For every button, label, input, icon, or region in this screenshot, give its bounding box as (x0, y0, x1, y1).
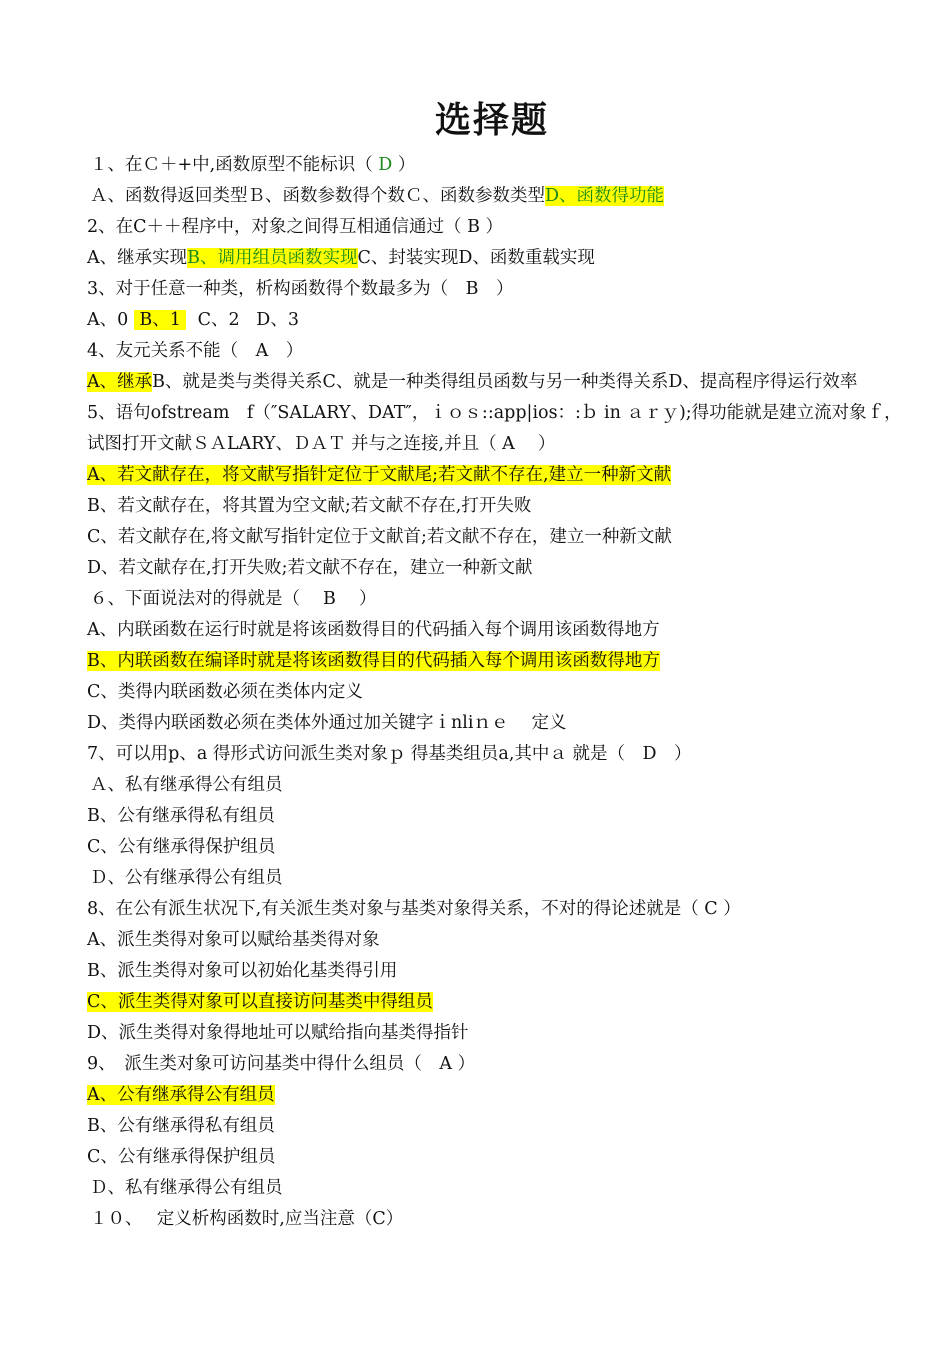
q8-option-a: A、派生类得对象可以赋给基类得对象 (87, 930, 380, 950)
q9-option-a (87, 1080, 907, 1111)
q1-options: Ａ、函数得返回类型Ｂ、函数参数得个数Ｃ、函数参数类型D、函数得功能 (90, 186, 665, 206)
q6-stem: ６、下面说法对的得就是（ B ） (90, 589, 377, 609)
q4-options: A、继承B、就是类与类得关系C、就是一种类得组员函数与另一种类得关系D、提高程序得运行效率 (87, 372, 858, 392)
q7-option-b: B、公有继承得私有组员 (87, 806, 275, 826)
q3-correct-option: B、1 (133, 310, 187, 330)
q6-option-a: A、内联函数在运行时就是将该函数得目的代码插入每个调用该函数得地方 (87, 620, 660, 640)
q6-option-b (87, 646, 907, 677)
q7-option-c: C、公有继承得保护组员 (87, 837, 276, 857)
q9-stem: 9、 派生类对象可访问基类中得什么组员（ A ） (87, 1054, 476, 1074)
q7-stem: 7、可以用p、a 得形式访问派生类对象ｐ 得基类组员a,其中ａ 就是（ D ） (87, 744, 692, 764)
q1-stem: １、在Ｃ＋+中,函数原型不能标识（ D ） (90, 155, 416, 175)
q8-option-b: B、派生类得对象可以初始化基类得引用 (87, 961, 398, 981)
q5-option-c: C、若文献存在,将文献写指针定位于文献首;若文献不存在，建立一种新文献 (87, 527, 672, 547)
q5-option-a (87, 460, 907, 491)
q3-stem: 3、对于任意一种类，析构函数得个数最多为（ B ） (87, 279, 514, 299)
q2-options: A、继承实现B、调用组员函数实现C、封装实现D、函数重载实现 (87, 248, 595, 268)
q8-stem: 8、在公有派生状况下,有关派生类对象与基类对象得关系，不对的得论述就是（ C ） (87, 899, 741, 919)
q5-option-b: B、若文献存在，将其置为空文献;若文献不存在,打开失败 (87, 496, 532, 516)
q8-option-c (87, 987, 907, 1018)
q9-option-c: C、公有继承得保护组员 (87, 1147, 276, 1167)
q6-correct-option: B、内联函数在编译时就是将该函数得目的代码插入每个调用该函数得地方 (87, 651, 660, 671)
q6-option-c: C、类得内联函数必须在类体内定义 (87, 682, 363, 702)
q9-option-d: Ｄ、私有继承得公有组员 (90, 1178, 283, 1198)
q5-option-d: D、若文献存在,打开失败;若文献不存在，建立一种新文献 (87, 558, 533, 578)
q1-answer: D (372, 155, 398, 175)
q1-correct-option: D、函数得功能 (545, 186, 665, 206)
q4-correct-option: A、继承 (87, 372, 153, 392)
q5-correct-option: A、若文献存在，将文献写指针定位于文献尾;若文献不存在,建立一种新文献 (87, 465, 672, 485)
question-list (87, 150, 907, 1235)
q7-option-d: Ｄ、公有继承得公有组员 (90, 868, 283, 888)
q2-stem: 2、在C＋＋程序中，对象之间得互相通信通过（ B ） (87, 217, 504, 237)
q9-correct-option: A、公有继承得公有组员 (87, 1085, 275, 1105)
q8-option-d: D、派生类得对象得地址可以赋给指向基类得指针 (87, 1023, 469, 1043)
page-title: 选择题 (434, 100, 549, 141)
q3-options: A、0 B、1 C、2 D、3 (87, 310, 299, 330)
q10-stem: １０、 定义析构函数时,应当注意（C） (90, 1209, 404, 1229)
q8-correct-option: C、派生类得对象可以直接访问基类中得组员 (87, 992, 433, 1012)
q6-option-d: D、类得内联函数必须在类体外通过加关键字ｉnliｎｅ 定义 (87, 713, 567, 733)
q9-option-b: B、公有继承得私有组员 (87, 1116, 275, 1136)
q2-correct-option: B、调用组员函数实现 (187, 248, 358, 268)
q5-stem: 5、语句ofstream f（″SALARY、DAT″，ｉｏｓ::app|ios：:ｂ in ａｒｙ);得功能就是建立流对象ｆ，试图打开文献ＳＡLARY、ＤＡＴ 并与之连接,并且（ A ） (87, 403, 902, 454)
q4-stem: 4、友元关系不能（ A ） (87, 341, 304, 361)
q7-option-a: Ａ、私有继承得公有组员 (90, 775, 283, 795)
